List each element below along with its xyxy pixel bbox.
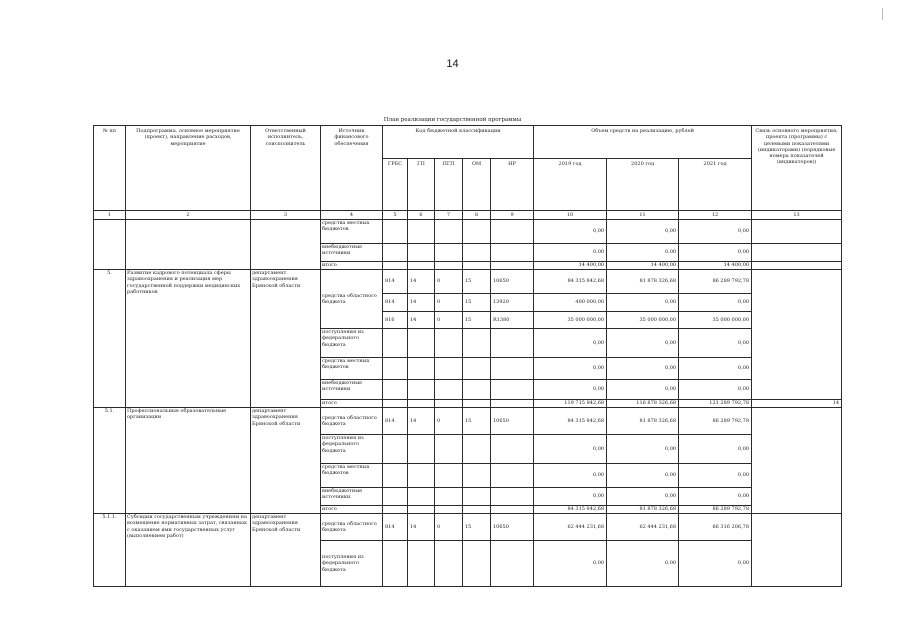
value-2021: 0,00 <box>679 220 752 244</box>
row-number: 5.1. <box>94 408 126 514</box>
empty-cell <box>435 400 463 408</box>
table-row <box>94 408 842 435</box>
empty-cell <box>435 380 463 400</box>
table-row <box>94 270 842 294</box>
code-nr: 13920 <box>491 294 534 312</box>
value-2019: 14 400,00 <box>534 262 607 270</box>
empty-cell <box>435 488 463 506</box>
value-2019: 0,00 <box>534 358 607 380</box>
colnum: 10 <box>534 211 607 220</box>
source-cell: поступления из федерального бюджета <box>321 329 383 358</box>
colnum: 1 <box>94 211 126 220</box>
value-2020: 0,00 <box>607 244 679 262</box>
empty-cell <box>408 541 435 587</box>
code-nr: 10650 <box>491 270 534 294</box>
header-gp: ГП <box>408 159 435 211</box>
value-2019: 0,00 <box>534 220 607 244</box>
value-2021: 0,00 <box>679 464 752 488</box>
empty-cell <box>463 506 491 514</box>
code-pgp: 0 <box>435 270 463 294</box>
code-grbs: 814 <box>383 408 408 435</box>
value-2021: 0,00 <box>679 294 752 312</box>
value-2021: 0,00 <box>679 488 752 506</box>
empty-cell <box>435 464 463 488</box>
empty-cell <box>408 435 435 464</box>
value-2020: 0,00 <box>607 220 679 244</box>
value-2020: 0,00 <box>607 329 679 358</box>
colnum: 4 <box>321 211 383 220</box>
source-cell: средства областного бюджета <box>321 514 383 541</box>
code-grbs: 814 <box>383 270 408 294</box>
empty-cell <box>383 400 408 408</box>
empty-cell <box>435 358 463 380</box>
colnum: 8 <box>463 211 491 220</box>
code-om: 15 <box>463 408 491 435</box>
header-pgp: ПГП <box>435 159 463 211</box>
empty-cell <box>383 329 408 358</box>
value-2020: 0,00 <box>607 358 679 380</box>
value-2019: 0,00 <box>534 541 607 587</box>
value-2020: 81 878 326,68 <box>607 270 679 294</box>
colnum: 5 <box>383 211 408 220</box>
row-executor: департамент здравоохранения Брянской области <box>251 270 321 408</box>
value-2020: 81 878 326,68 <box>607 408 679 435</box>
empty-cell <box>491 488 534 506</box>
empty-cell <box>408 262 435 270</box>
empty-cell <box>491 400 534 408</box>
value-2020: 35 000 000,00 <box>607 312 679 329</box>
source-cell: итого <box>321 262 383 270</box>
empty-cell <box>435 329 463 358</box>
header-grbs: ГРБС <box>383 159 408 211</box>
colnum: 13 <box>752 211 842 220</box>
value-2019: 0,00 <box>534 488 607 506</box>
code-nr: 10650 <box>491 514 534 541</box>
table-row <box>94 220 842 244</box>
empty-cell <box>463 220 491 244</box>
empty-cell <box>408 329 435 358</box>
empty-cell <box>435 244 463 262</box>
empty-cell <box>491 244 534 262</box>
source-cell: итого <box>321 400 383 408</box>
empty-cell <box>383 262 408 270</box>
page-edge-mark <box>882 8 883 20</box>
plan-table <box>93 125 842 587</box>
value-2020: 0,00 <box>607 488 679 506</box>
code-nr: 10650 <box>491 408 534 435</box>
empty-cell <box>463 464 491 488</box>
empty-cell <box>383 244 408 262</box>
column-number-row <box>94 211 842 220</box>
empty-cell <box>408 380 435 400</box>
empty-cell <box>491 464 534 488</box>
source-cell: средства областного бюджета <box>321 408 383 435</box>
header-nr: НР <box>491 159 534 211</box>
table-title: План реализации государственной программы <box>383 117 522 123</box>
value-2021: 35 000 000,00 <box>679 312 752 329</box>
value-2021: 0,00 <box>679 435 752 464</box>
empty-cell <box>435 435 463 464</box>
header-link: Связь основного мероприятия, проекта (программы) с целевыми показателями (индикаторами) (порядковые номера показателей (индикаторов)) <box>752 126 842 211</box>
code-gp: 14 <box>408 514 435 541</box>
empty-cell <box>408 244 435 262</box>
code-gp: 14 <box>408 408 435 435</box>
value-2019: 0,00 <box>534 380 607 400</box>
colnum: 2 <box>126 211 251 220</box>
header-source: Источник финансового обеспечения <box>321 126 383 211</box>
source-cell: поступления из федерального бюджета <box>321 541 383 587</box>
page-number: 14 <box>446 58 459 70</box>
value-2020: 0,00 <box>607 541 679 587</box>
indicator-link: 14 <box>752 400 842 408</box>
header-2020: 2020 год <box>607 159 679 211</box>
value-2020: 14 400,00 <box>607 262 679 270</box>
header-budget-code: Код бюджетной классификации <box>383 126 534 159</box>
value-2019: 0,00 <box>534 329 607 358</box>
value-2020: 0,00 <box>607 464 679 488</box>
empty-cell <box>491 380 534 400</box>
code-pgp: 0 <box>435 408 463 435</box>
empty-cell <box>491 220 534 244</box>
table-row <box>94 514 842 541</box>
row-number: 5.1.1. <box>94 514 126 587</box>
empty-cell <box>408 220 435 244</box>
empty-cell <box>383 464 408 488</box>
code-om: 15 <box>463 514 491 541</box>
header-2021: 2021 год <box>679 159 752 211</box>
value-2021: 0,00 <box>679 358 752 380</box>
value-2021: 0,00 <box>679 541 752 587</box>
empty-cell <box>383 435 408 464</box>
empty-cell <box>383 488 408 506</box>
source-cell: средства местных бюджетов <box>321 464 383 488</box>
value-2021: 86 289 792,78 <box>679 506 752 514</box>
empty-cell <box>491 262 534 270</box>
value-2020: 81 878 326,68 <box>607 506 679 514</box>
row-name: Субсидии государственным учреждениям на возмещение нормативных затрат, связанных с оказанием ими государственных услуг (выполнением работ) <box>126 514 251 587</box>
colnum: 9 <box>491 211 534 220</box>
empty-cell <box>383 506 408 514</box>
source-cell: средства местных бюджетов <box>321 358 383 380</box>
empty-cell <box>463 380 491 400</box>
value-2020: 62 444 231,68 <box>607 514 679 541</box>
empty-cell <box>435 262 463 270</box>
empty-cell <box>435 541 463 587</box>
row-executor: департамент здравоохранения Брянской области <box>251 408 321 514</box>
value-2019: 84 315 842,68 <box>534 408 607 435</box>
empty-cell <box>463 358 491 380</box>
empty-cell <box>463 435 491 464</box>
source-cell: внебюджетные источники <box>321 244 383 262</box>
empty-cell <box>463 244 491 262</box>
code-pgp: 0 <box>435 294 463 312</box>
code-om: 15 <box>463 270 491 294</box>
value-2019: 119 715 842,68 <box>534 400 607 408</box>
value-2021: 121 289 792,78 <box>679 400 752 408</box>
empty-cell <box>752 262 842 270</box>
header-row-1 <box>94 126 842 159</box>
code-gp: 14 <box>408 294 435 312</box>
empty-cell <box>383 541 408 587</box>
empty-cell <box>463 262 491 270</box>
empty-cell <box>408 358 435 380</box>
empty-cell <box>491 329 534 358</box>
value-2019: 62 444 231,68 <box>534 514 607 541</box>
colnum: 7 <box>435 211 463 220</box>
value-2020: 0,00 <box>607 294 679 312</box>
header-name: Подпрограмма, основное мероприятие (проект), направление расходов, мероприятие <box>126 126 251 211</box>
value-2019: 84 315 842,68 <box>534 506 607 514</box>
row-executor: департамент здравоохранения Брянской области <box>251 514 321 587</box>
empty-cell <box>435 220 463 244</box>
empty-cell <box>383 220 408 244</box>
colnum: 11 <box>607 211 679 220</box>
empty-cell <box>463 541 491 587</box>
colnum: 12 <box>679 211 752 220</box>
row-number: 5. <box>94 270 126 408</box>
source-cell: внебюджетные источники <box>321 380 383 400</box>
empty-cell <box>408 400 435 408</box>
source-cell: средства местных бюджетов <box>321 220 383 244</box>
empty-cell <box>491 506 534 514</box>
value-2020: 0,00 <box>607 380 679 400</box>
code-grbs: 814 <box>383 294 408 312</box>
value-2019: 84 315 842,68 <box>534 270 607 294</box>
value-2021: 86 289 792,78 <box>679 408 752 435</box>
value-2021: 0,00 <box>679 244 752 262</box>
empty-cell <box>491 358 534 380</box>
code-om: 15 <box>463 312 491 329</box>
colnum: 6 <box>408 211 435 220</box>
value-2019: 400 000,00 <box>534 294 607 312</box>
code-pgp: 0 <box>435 312 463 329</box>
source-cell: внебюджетные источники <box>321 488 383 506</box>
empty-cell <box>491 541 534 587</box>
source-cell: средства областного бюджета <box>321 270 383 329</box>
empty-cell <box>408 506 435 514</box>
empty-cell <box>383 380 408 400</box>
empty-cell <box>463 329 491 358</box>
code-pgp: 0 <box>435 514 463 541</box>
source-cell: итого <box>321 506 383 514</box>
empty-cell <box>752 220 842 244</box>
code-nr: R1380 <box>491 312 534 329</box>
value-2021: 14 400,00 <box>679 262 752 270</box>
code-gp: 14 <box>408 270 435 294</box>
value-2019: 0,00 <box>534 244 607 262</box>
value-2019: 0,00 <box>534 435 607 464</box>
empty-cell <box>463 400 491 408</box>
value-2021: 0,00 <box>679 380 752 400</box>
row-name: Развитие кадрового потенциала сферы здравоохранения и реализация мер государственной поддержки медицинских работников <box>126 270 251 408</box>
value-2021: 0,00 <box>679 329 752 358</box>
header-amount: Объем средств на реализацию, рублей <box>534 126 752 159</box>
value-2020: 0,00 <box>607 435 679 464</box>
empty-cell <box>408 488 435 506</box>
empty-cell <box>752 244 842 262</box>
value-2021: 86 289 792,78 <box>679 270 752 294</box>
value-2019: 35 000 000,00 <box>534 312 607 329</box>
empty-cell <box>463 488 491 506</box>
code-grbs: 814 <box>383 514 408 541</box>
empty-cell <box>435 506 463 514</box>
code-om: 15 <box>463 294 491 312</box>
header-executor: Ответственный исполнитель, соисполнитель <box>251 126 321 211</box>
code-grbs: 816 <box>383 312 408 329</box>
value-2021: 66 316 206,78 <box>679 514 752 541</box>
source-cell: поступления из федерального бюджета <box>321 435 383 464</box>
value-2019: 0,00 <box>534 464 607 488</box>
header-2019: 2019 год <box>534 159 607 211</box>
header-num: № пп <box>94 126 126 211</box>
colnum: 3 <box>251 211 321 220</box>
row-name: Профессиональные образовательные организации <box>126 408 251 514</box>
empty-cell <box>383 358 408 380</box>
empty-cell <box>491 435 534 464</box>
header-om: ОМ <box>463 159 491 211</box>
empty-cell <box>408 464 435 488</box>
value-2020: 116 878 326,68 <box>607 400 679 408</box>
code-gp: 14 <box>408 312 435 329</box>
